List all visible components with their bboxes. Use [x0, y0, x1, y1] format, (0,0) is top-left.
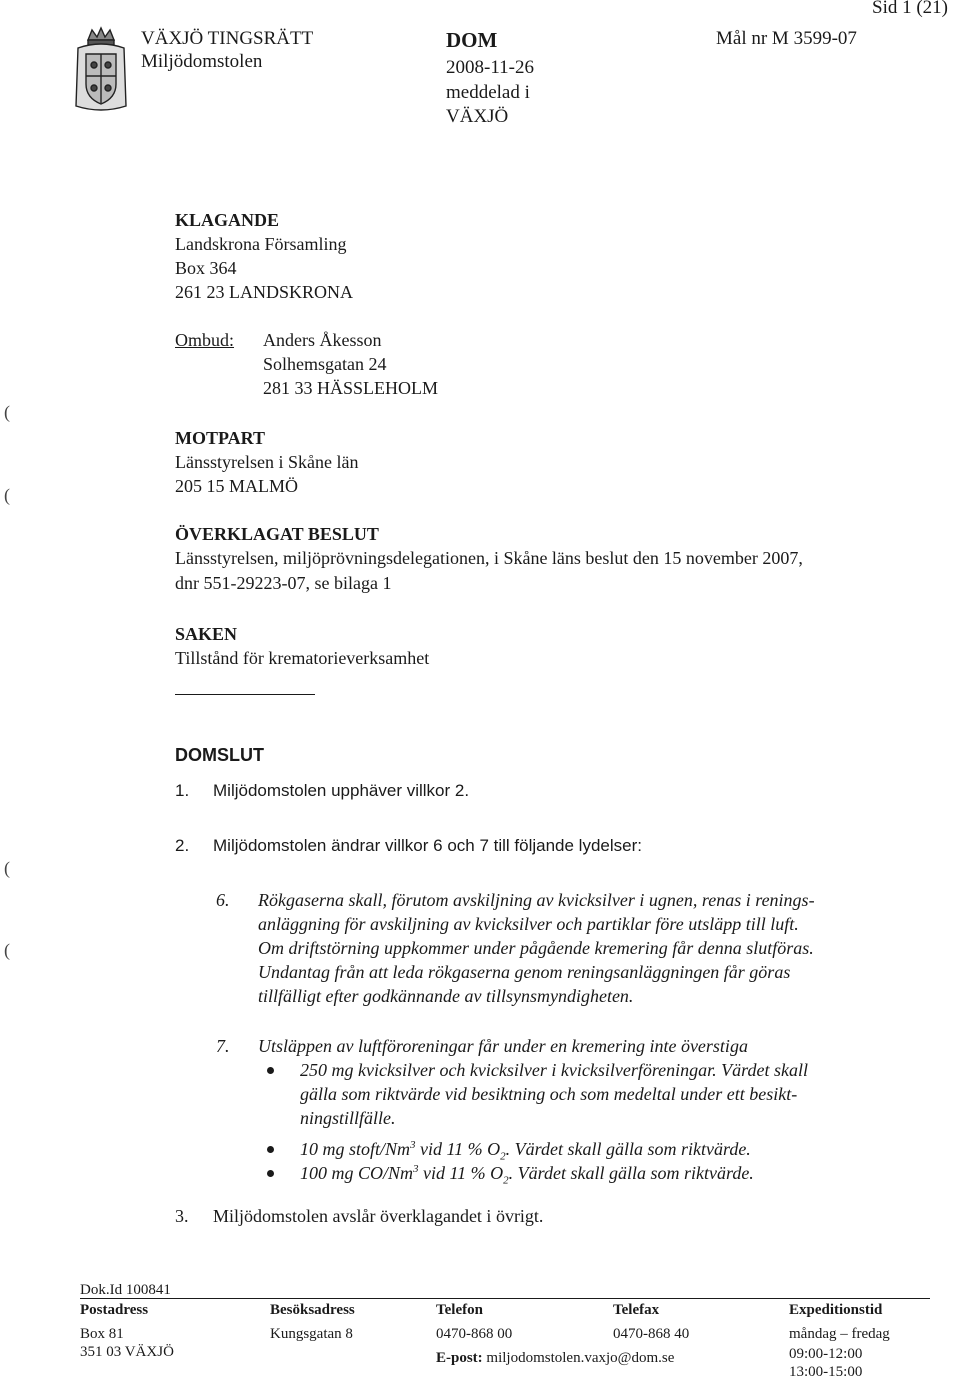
condition-7-bullet-line: 10 mg stoft/Nm$^3$ vid 11 % $O_2$. Värdet skall gälla som riktvärde. — [300, 1139, 751, 1163]
delivered-label: meddelad i — [446, 82, 530, 103]
case-number: Mål nr M 3599-07 — [716, 28, 857, 49]
section-divider — [175, 694, 315, 695]
bullet-icon — [267, 1146, 274, 1153]
margin-mark: ( — [4, 485, 10, 505]
footer-value: måndag – fredag — [789, 1326, 890, 1342]
email-link[interactable]: miljodomstolen.vaxjo@dom.se — [486, 1350, 675, 1366]
footer-value: 0470-868 40 — [613, 1326, 690, 1342]
ombud-line: Anders Åkesson — [263, 330, 382, 350]
domslut-item-number: 1. — [175, 781, 190, 800]
footer-email-row — [436, 1350, 674, 1367]
footer-value: 351 03 VÄXJÖ — [80, 1344, 174, 1360]
condition-7-intro: Utsläppen av luftföroreningar får under en kremering inte överstiga — [258, 1036, 748, 1056]
email-label: E-post: — [436, 1350, 483, 1366]
document-type: DOM — [446, 28, 498, 52]
delivered-city: VÄXJÖ — [446, 106, 509, 127]
motpart-line: Länsstyrelsen i Skåne län — [175, 452, 359, 472]
condition-6-line: Undantag från att leda rökgaserna genom reningsanläggningen får göras — [258, 962, 791, 982]
margin-mark: ( — [4, 940, 10, 960]
footer-value: 13:00-15:00 — [789, 1364, 863, 1380]
section-heading-motpart: MOTPART — [175, 428, 266, 448]
condition-6-line: tillfälligt efter godkännande av tillsynsmyndigheten. — [258, 986, 634, 1006]
overklagat-line: Länsstyrelsen, miljöprövningsdelegationen, i Skåne läns beslut den 15 november 2007, — [175, 548, 803, 568]
section-heading-klagande: KLAGANDE — [175, 210, 280, 230]
section-heading-overklagat-beslut: ÖVERKLAGAT BESLUT — [175, 524, 379, 544]
condition-6-line: anläggning för avskiljning av kvicksilver och partiklar före utsläpp till luft. — [258, 914, 799, 934]
klagande-line: Landskrona Församling — [175, 234, 347, 254]
condition-number: 7. — [216, 1036, 230, 1056]
saken-text: Tillstånd för krematorieverksamhet — [175, 648, 430, 668]
footer-value: Box 81 — [80, 1326, 124, 1342]
condition-6-line: Om driftstörning uppkommer under pågående kremering får denna slutföras. — [258, 938, 814, 958]
footer-heading: Expeditionstid — [789, 1302, 883, 1318]
overklagat-line: dnr 551-29223-07, se bilaga 1 — [175, 573, 392, 593]
condition-number: 6. — [216, 890, 230, 910]
motpart-line: 205 15 MALMÖ — [175, 476, 299, 496]
domslut-item-text: Miljödomstolen avslår överklagandet i övrigt. — [213, 1206, 544, 1226]
margin-mark: ( — [4, 402, 10, 422]
court-emblem — [72, 26, 130, 118]
section-heading-domslut: DOMSLUT — [175, 745, 264, 765]
ombud-line: 281 33 HÄSSLEHOLM — [263, 378, 439, 398]
domslut-item-number: 3. — [175, 1206, 189, 1226]
klagande-line: 261 23 LANDSKRONA — [175, 282, 354, 302]
condition-7-bullet-line: 100 mg CO/Nm$^3$ vid 11 % $O_2$. Värdet skall gälla som riktvärde. — [300, 1163, 754, 1187]
court-division: Miljödomstolen — [141, 51, 263, 72]
condition-7-bullet-line: gälla som riktvärde vid besiktning och som medeltal under ett besikt- — [300, 1084, 798, 1104]
page-number: Sid 1 (21) — [872, 0, 948, 18]
ombud-line: Solhemsgatan 24 — [263, 354, 387, 374]
condition-7-bullet-line: ningstillfälle. — [300, 1108, 396, 1128]
ombud-label: Ombud: — [175, 330, 235, 350]
footer-heading: Postadress — [80, 1302, 149, 1318]
footer-heading: Besöksadress — [270, 1302, 355, 1318]
domslut-item-text: Miljödomstolen upphäver villkor 2. — [213, 781, 470, 800]
klagande-line: Box 364 — [175, 258, 237, 278]
footer-heading: Telefax — [613, 1302, 660, 1318]
footer-value: 09:00-12:00 — [789, 1346, 863, 1362]
condition-7-bullet-line: 250 mg kvicksilver och kvicksilver i kvicksilverföreningar. Värdet skall — [300, 1060, 808, 1080]
court-name: VÄXJÖ TINGSRÄTT — [141, 28, 314, 49]
condition-6-line: Rökgaserna skall, förutom avskiljning av kvicksilver i ugnen, renas i renings- — [258, 890, 815, 910]
footer-heading: Telefon — [436, 1302, 483, 1318]
footer-value: Kungsgatan 8 — [270, 1326, 353, 1342]
domslut-item-number: 2. — [175, 836, 190, 855]
footer-value: 0470-868 00 — [436, 1326, 513, 1342]
document-date: 2008-11-26 — [446, 57, 534, 78]
footer-rule — [80, 1298, 930, 1299]
section-heading-saken: SAKEN — [175, 624, 238, 644]
bullet-icon — [267, 1067, 274, 1074]
margin-mark: ( — [4, 858, 10, 878]
bullet-icon — [267, 1170, 274, 1177]
document-id: Dok.Id 100841 — [80, 1282, 171, 1298]
domslut-item-text: Miljödomstolen ändrar villkor 6 och 7 till följande lydelser: — [213, 836, 642, 855]
